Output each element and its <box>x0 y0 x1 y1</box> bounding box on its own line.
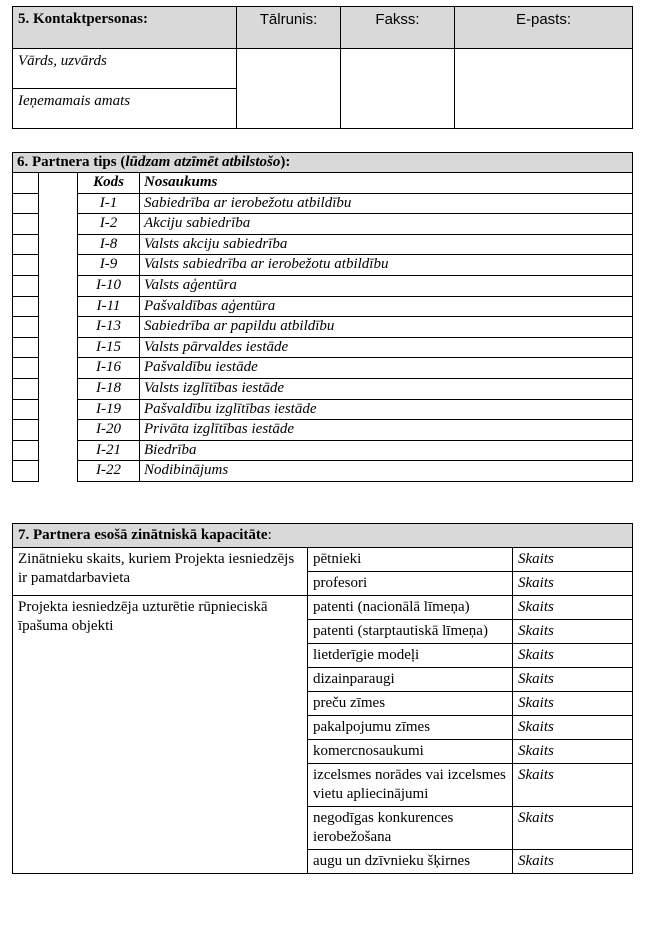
fax-header: Fakss: <box>341 7 455 49</box>
partner-type-row <box>13 358 633 379</box>
type-name: Valsts aģentūra <box>140 275 633 296</box>
phone-field[interactable] <box>237 49 341 129</box>
code-column-header: Kods <box>78 173 140 194</box>
type-code: I-8 <box>78 234 140 255</box>
count-field[interactable]: Skaits <box>513 850 633 874</box>
partner-type-row <box>13 193 633 214</box>
capacity-row <box>13 596 633 620</box>
position-field[interactable]: Ieņemamais amats <box>13 89 237 129</box>
count-field[interactable]: Skaits <box>513 668 633 692</box>
type-name: Nodibinājums <box>140 461 633 482</box>
section7-title: 7. Partnera esošā zinātniskā kapacitāte: <box>13 524 633 548</box>
select-box[interactable] <box>13 173 39 194</box>
fax-field[interactable] <box>341 49 455 129</box>
capacity-item-label: preču zīmes <box>308 692 513 716</box>
count-field[interactable]: Skaits <box>513 692 633 716</box>
type-name: Sabiedrība ar ierobežotu atbildību <box>140 193 633 214</box>
partner-type-row <box>13 399 633 420</box>
contacts-table <box>12 6 633 129</box>
type-name: Biedrība <box>140 440 633 461</box>
capacity-item-label: negodīgas konkurences ierobežošana <box>308 807 513 850</box>
select-box[interactable] <box>13 275 39 296</box>
capacity-item-label: lietderīgie modeļi <box>308 644 513 668</box>
count-field[interactable]: Skaits <box>513 572 633 596</box>
capacity-item-label: dizainparaugi <box>308 668 513 692</box>
capacity-item-label: patenti (nacionālā līmeņa) <box>308 596 513 620</box>
section6-title: 6. Partnera tips (lūdzam atzīmēt atbilstošo): <box>13 153 633 173</box>
capacity-item-label: pakalpojumu zīmes <box>308 716 513 740</box>
type-name: Valsts izglītības iestāde <box>140 378 633 399</box>
select-box[interactable] <box>13 214 39 235</box>
type-name: Valsts sabiedrība ar ierobežotu atbildību <box>140 255 633 276</box>
partner-type-row <box>13 255 633 276</box>
capacity-item-label: profesori <box>308 572 513 596</box>
type-code: I-9 <box>78 255 140 276</box>
type-code: I-18 <box>78 378 140 399</box>
capacity-table <box>12 523 633 874</box>
capacity-group-label: Zinātnieku skaits, kuriem Projekta iesniedzējs ir pamatdarbavieta <box>13 548 308 596</box>
type-code: I-10 <box>78 275 140 296</box>
partner-type-row <box>13 461 633 482</box>
type-name: Pašvaldības aģentūra <box>140 296 633 317</box>
type-code: I-16 <box>78 358 140 379</box>
count-field[interactable]: Skaits <box>513 644 633 668</box>
partner-type-row <box>13 296 633 317</box>
select-box[interactable] <box>13 420 39 441</box>
capacity-row <box>13 548 633 572</box>
capacity-item-label: augu un dzīvnieku šķirnes <box>308 850 513 874</box>
partner-type-table <box>12 152 633 482</box>
type-name: Valsts akciju sabiedrība <box>140 234 633 255</box>
count-field[interactable]: Skaits <box>513 740 633 764</box>
count-field[interactable]: Skaits <box>513 807 633 850</box>
type-name: Pašvaldību iestāde <box>140 358 633 379</box>
partner-type-row <box>13 234 633 255</box>
select-box[interactable] <box>13 296 39 317</box>
email-header: E-pasts: <box>455 7 633 49</box>
type-code: I-21 <box>78 440 140 461</box>
type-name: Sabiedrība ar papildu atbildību <box>140 317 633 338</box>
partner-type-row <box>13 440 633 461</box>
select-box[interactable] <box>13 440 39 461</box>
select-box[interactable] <box>13 317 39 338</box>
select-box[interactable] <box>13 378 39 399</box>
type-code: I-20 <box>78 420 140 441</box>
type-code: I-2 <box>78 214 140 235</box>
select-box[interactable] <box>13 193 39 214</box>
type-name: Pašvaldību izglītības iestāde <box>140 399 633 420</box>
type-code: I-15 <box>78 337 140 358</box>
type-name: Privāta izglītības iestāde <box>140 420 633 441</box>
partner-type-row <box>13 317 633 338</box>
capacity-item-label: izcelsmes norādes vai izcelsmes vietu apliecinājumi <box>308 764 513 807</box>
phone-header: Tālrunis: <box>237 7 341 49</box>
type-code: I-13 <box>78 317 140 338</box>
type-code: I-22 <box>78 461 140 482</box>
type-name: Valsts pārvaldes iestāde <box>140 337 633 358</box>
select-box[interactable] <box>13 234 39 255</box>
type-code: I-1 <box>78 193 140 214</box>
select-box[interactable] <box>13 399 39 420</box>
select-box[interactable] <box>13 461 39 482</box>
name-column-header: Nosaukums <box>140 173 633 194</box>
partner-type-row <box>13 214 633 235</box>
email-field[interactable] <box>455 49 633 129</box>
partner-type-row <box>13 337 633 358</box>
count-field[interactable]: Skaits <box>513 620 633 644</box>
partner-type-row <box>13 378 633 399</box>
count-field[interactable]: Skaits <box>513 716 633 740</box>
capacity-group-label: Projekta iesniedzēja uzturētie rūpnieciskā īpašuma objekti <box>13 596 308 874</box>
count-field[interactable]: Skaits <box>513 764 633 807</box>
type-code: I-11 <box>78 296 140 317</box>
name-field[interactable]: Vārds, uzvārds <box>13 49 237 89</box>
section5-title: 5. Kontaktpersonas: <box>13 7 237 49</box>
partner-type-row <box>13 420 633 441</box>
count-field[interactable]: Skaits <box>513 596 633 620</box>
partner-type-row <box>13 275 633 296</box>
type-code: I-19 <box>78 399 140 420</box>
count-field[interactable]: Skaits <box>513 548 633 572</box>
select-box[interactable] <box>13 337 39 358</box>
select-box[interactable] <box>13 255 39 276</box>
capacity-item-label: pētnieki <box>308 548 513 572</box>
select-box[interactable] <box>13 358 39 379</box>
capacity-item-label: patenti (starptautiskā līmeņa) <box>308 620 513 644</box>
type-name: Akciju sabiedrība <box>140 214 633 235</box>
capacity-item-label: komercnosaukumi <box>308 740 513 764</box>
